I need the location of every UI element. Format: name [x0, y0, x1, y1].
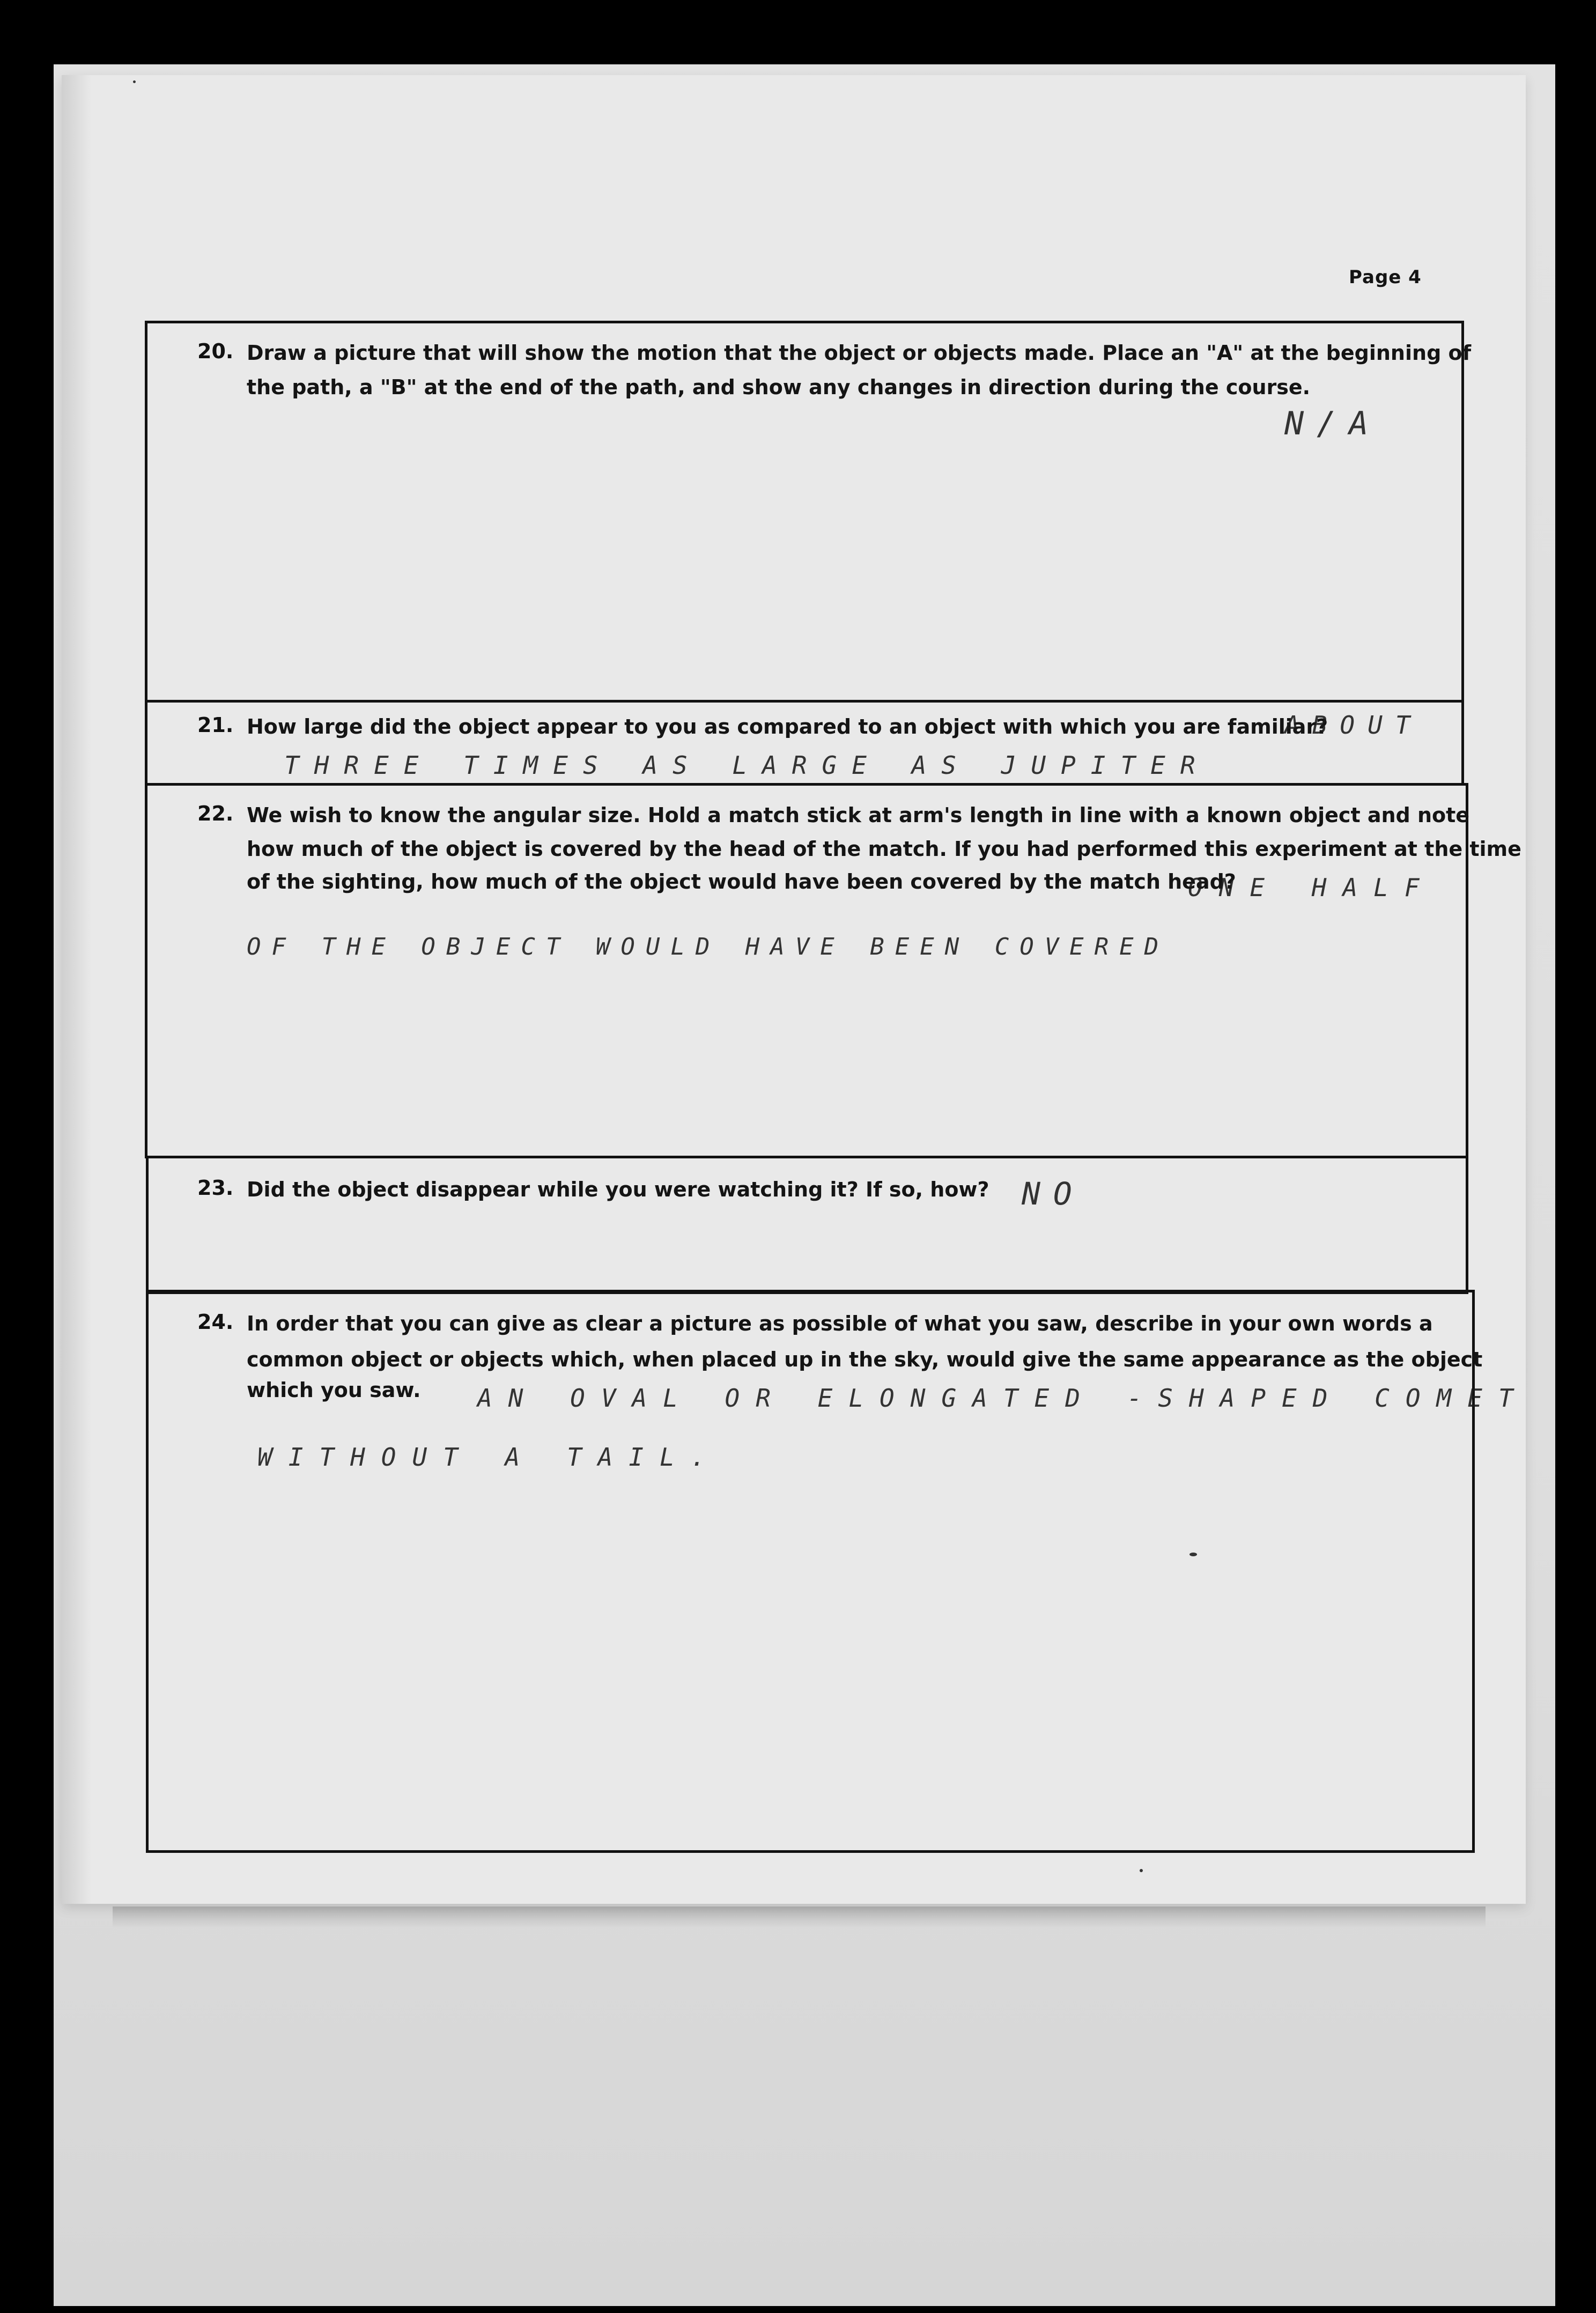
question-24-line-1: In order that you can give as clear a picture as possible of what you saw, describe in your own words a: [247, 1312, 1433, 1335]
answer-22-handwriting-1: ONE HALF: [1188, 873, 1436, 902]
page-number: Page 4: [1349, 267, 1422, 288]
question-20-line-1: Draw a picture that will show the motion that the object or objects made. Place an "A" at the beginning of: [247, 341, 1472, 365]
scan-speck: [1189, 1553, 1197, 1556]
answer-23-handwriting: NO: [1022, 1176, 1085, 1212]
sheet-edge-shading: [62, 75, 91, 1904]
question-24-number: 24.: [197, 1310, 234, 1334]
question-22-line-1: We wish to know the angular size. Hold a match stick at arm's length in line with a known object and note: [247, 803, 1470, 827]
scan-speck: [1140, 1869, 1143, 1872]
answer-21-handwriting-1: ABOUT: [1284, 711, 1423, 740]
question-23-line-1: Did the object disappear while you were watching it? If so, how?: [247, 1178, 989, 1201]
sheet-shadow: [113, 1906, 1486, 1928]
question-20-number: 20.: [197, 339, 234, 363]
question-24-line-2: common object or objects which, when placed up in the sky, would give the same appearance as the object: [247, 1348, 1483, 1371]
question-24-line-3: which you saw.: [247, 1378, 421, 1402]
answer-24-handwriting-2: WITHOUT A TAIL.: [257, 1443, 722, 1472]
answer-24-handwriting-1: AN OVAL OR ELONGATED -SHAPED COMET: [477, 1384, 1530, 1413]
answer-20-handwriting: N/A: [1284, 405, 1381, 442]
question-23-number: 23.: [197, 1176, 234, 1200]
answer-22-handwriting-2: OF THE OBJECT WOULD HAVE BEEN COVERED: [247, 933, 1170, 960]
question-22-number: 22.: [197, 802, 234, 825]
answer-21-handwriting-2: THREE TIMES AS LARGE AS JUPITER: [284, 751, 1210, 780]
question-21-line-1: How large did the object appear to you as compared to an object with which you are familiar?: [247, 715, 1328, 738]
scan-speck: [133, 80, 136, 83]
question-22-line-3: of the sighting, how much of the object would have been covered by the match head?: [247, 870, 1236, 893]
question-21-number: 21.: [197, 713, 234, 737]
question-22-line-2: how much of the object is covered by the head of the match. If you had performed this experiment at the time: [247, 837, 1521, 861]
question-20-line-2: the path, a "B" at the end of the path, and show any changes in direction during the course.: [247, 375, 1311, 399]
